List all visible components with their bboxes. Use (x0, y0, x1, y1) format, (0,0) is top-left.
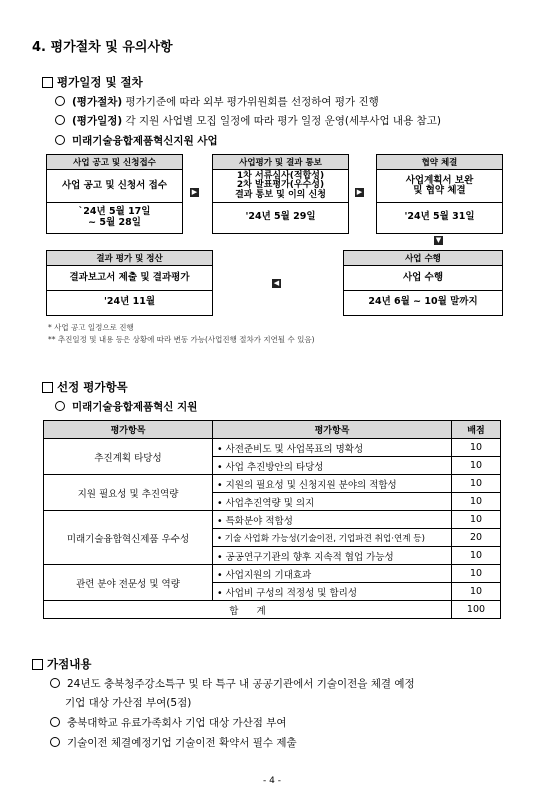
circle-bullet-icon (55, 135, 65, 145)
selection-program (55, 399, 197, 414)
total-row (44, 601, 501, 619)
table-row (44, 511, 501, 529)
flow-step-settlement (46, 250, 213, 316)
item-cell: • 공공연구기관의 향후 지속적 협업 가능성 (213, 547, 452, 565)
flow-step-date: '24년 5월 29일 (245, 211, 316, 223)
flow-step-header: 사업 공고 및 신청접수 (47, 155, 182, 170)
flow-step-date: '24년 5월 31일 (404, 211, 475, 223)
schedule-bullet (55, 94, 525, 109)
evaluation-table (43, 420, 501, 619)
item-cell: • 사업지원의 기대효과 (213, 565, 452, 583)
selection-heading-text: 선정 평가항목 (57, 380, 128, 394)
flow-step-execution (343, 250, 503, 316)
schedule-bullet (55, 113, 530, 128)
schedule-note: ** 추진일정 및 내용 등은 상황에 따라 변동 가능(사업진행 절차가 지연될 수 있음) (48, 335, 315, 344)
score-cell: 10 (452, 439, 501, 457)
column-header: 배점 (452, 421, 501, 439)
bullet-label: (평가절차) (72, 96, 123, 108)
square-bullet-icon (42, 382, 53, 393)
bullet-label: (평가일정) (72, 115, 123, 127)
score-cell: 10 (452, 547, 501, 565)
bonus-text: 충북대학교 유료가족회사 기업 대상 가산점 부여 (67, 717, 287, 729)
flow-step-header: 사업 수행 (344, 251, 502, 266)
item-cell: • 사업비 구성의 적정성 및 합리성 (213, 583, 452, 601)
bonus-bullet (50, 735, 297, 750)
circle-bullet-icon (50, 678, 60, 688)
flow-step-agreement (376, 154, 503, 234)
score-cell: 10 (452, 493, 501, 511)
flow-step-body: 1차 서류심사(적합성) 2차 발표평가(우수성) 결과 통보 및 이의 신청 (213, 170, 348, 203)
table-header-row (44, 421, 501, 439)
bonus-bullet-continuation: 기업 대상 가산점 부여(5점) (65, 697, 192, 709)
bonus-text: 기술이전 체결예정기업 기술이전 확약서 필수 제출 (67, 737, 297, 749)
flow-step-date: '24년 11월 (103, 295, 155, 307)
flow-step-application (46, 154, 183, 234)
flow-step-body: 결과보고서 제출 및 결과평가 (47, 266, 212, 291)
bullet-text: 평가기준에 따라 외부 평가위원회를 선정하여 평가 진행 (122, 96, 379, 108)
score-cell: 10 (452, 457, 501, 475)
score-cell: 20 (452, 529, 501, 547)
flow-step-date: `24년 5월 17일 ~ 5월 28일 (78, 205, 151, 228)
bonus-heading (32, 656, 91, 672)
category-cell: 관련 분야 전문성 및 역량 (44, 565, 213, 601)
total-score: 100 (452, 601, 501, 619)
circle-bullet-icon (55, 96, 65, 106)
score-cell: 10 (452, 511, 501, 529)
program-name: 미래기술융합제품혁신지원 사업 (72, 135, 218, 147)
arrow-right-icon: ▶ (356, 188, 363, 196)
table-row (44, 565, 501, 583)
score-cell: 10 (452, 583, 501, 601)
selection-heading (42, 379, 128, 395)
schedule-program (55, 133, 218, 148)
flow-step-body: 사업계획서 보완 및 협약 체결 (377, 170, 502, 203)
flow-step-header: 결과 평가 및 정산 (47, 251, 212, 266)
bonus-heading-text: 가점내용 (47, 657, 92, 671)
flow-step-header: 사업평가 및 결과 통보 (213, 155, 348, 170)
square-bullet-icon (42, 77, 53, 88)
category-cell: 추진계획 타당성 (44, 439, 213, 475)
flow-step-body: 사업 수행 (344, 266, 502, 291)
bonus-text: 24년도 충북청주강소특구 및 타 특구 내 공공기관에서 기술이전을 체결 예정 (67, 678, 415, 690)
page-number: - 4 - (263, 776, 281, 786)
score-cell: 10 (452, 565, 501, 583)
item-cell: • 특화분야 적합성 (213, 511, 452, 529)
arrow-down-icon: ▼ (435, 236, 442, 244)
table-row (44, 439, 501, 457)
schedule-heading (42, 74, 143, 90)
flow-step-body: 사업 공고 및 신청서 접수 (47, 170, 182, 203)
category-cell: 지원 필요성 및 추진역량 (44, 475, 213, 511)
flow-step-date: 24년 6월 ~ 10월 말까지 (368, 295, 478, 307)
total-label: 합 계 (44, 601, 452, 619)
circle-bullet-icon (55, 401, 65, 411)
arrow-right-icon: ▶ (191, 188, 198, 196)
circle-bullet-icon (50, 737, 60, 747)
bullet-text: 각 지원 사업별 모집 일정에 따라 평가 일정 운영(세부사업 내용 참고) (122, 115, 441, 127)
table-row (44, 475, 501, 493)
category-cell: 미래기술융합혁신제품 우수성 (44, 511, 213, 565)
section-title: 4. 평가절차 및 유의사항 (32, 40, 173, 55)
item-cell: • 기술 사업화 가능성(기술이전, 기업파견 취업·연계 등) (213, 529, 452, 547)
schedule-heading-text: 평가일정 및 절차 (57, 75, 143, 89)
item-cell: • 사업 추진방안의 타당성 (213, 457, 452, 475)
circle-bullet-icon (55, 115, 65, 125)
score-cell: 10 (452, 475, 501, 493)
item-cell: • 사업추진역량 및 의지 (213, 493, 452, 511)
schedule-note: * 사업 공고 일정으로 진행 (48, 323, 134, 332)
arrow-left-icon: ◀ (273, 279, 280, 287)
bonus-bullet (50, 715, 287, 730)
program-name: 미래기술융합제품혁신 지원 (72, 401, 198, 413)
item-cell: • 지원의 필요성 및 신청지원 분야의 적합성 (213, 475, 452, 493)
column-header: 평가항목 (44, 421, 213, 439)
item-cell: • 사전준비도 및 사업목표의 명확성 (213, 439, 452, 457)
circle-bullet-icon (50, 717, 60, 727)
column-header: 평가항목 (213, 421, 452, 439)
flow-step-header: 협약 체결 (377, 155, 502, 170)
flow-step-evaluation (212, 154, 349, 234)
bonus-bullet (50, 676, 530, 691)
square-bullet-icon (32, 659, 43, 670)
